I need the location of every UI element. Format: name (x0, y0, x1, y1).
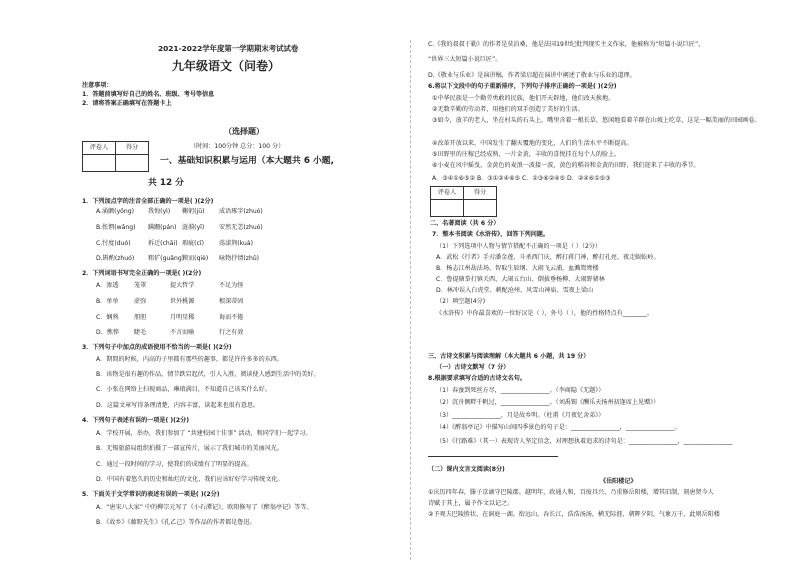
section-1-heading: 一、基础知识积累与运用（本大题共 6 小题, (160, 156, 334, 166)
q2-a-4: 不足为怪 (219, 282, 244, 289)
q8-2: （2）沉舟侧畔千帆过，________________。（刘禹锡《酬乐天扬州初逢席上见赠》） (436, 399, 660, 406)
q4-c: C．通过一段时间的学习，使我们的成绩有了明显的提高。 (96, 461, 253, 468)
question-4: 4．下列句子表述有误的一项是( )(2分) (82, 417, 190, 424)
notice-line-1: 1．答题前填写好自己的姓名、班级、考号等信息 (82, 91, 215, 98)
q3-b: B．该物是很有趣的作品，情节跌宕起伏，引人入胜，阅读使人感到生活中的美好。 (96, 371, 320, 378)
question-3: 3．下列句子中加点的成语使用不恰当的一项是( )(2分) (82, 344, 232, 351)
score-label-grader: 评卷人 (82, 141, 116, 155)
question-6: 6.将以下文段中的句子重新排序，下列句子排序正确的一项是( )(2分) (428, 83, 617, 90)
score-blank-grader-2[interactable] (430, 199, 464, 217)
q1-a-2: 我悔(yì) (148, 208, 171, 215)
q1-c-1: C.忖度(duó) (96, 240, 131, 247)
q1-d-1: D.斟酌(zhuó) (96, 255, 135, 262)
q2-c-4: 诲而不倦 (219, 314, 244, 321)
score-label-grader-2: 评卷人 (430, 186, 464, 200)
score-blank-grader[interactable] (82, 154, 116, 172)
question-7: 7．整本书阅读《水浒传》，回答下列问题。 (432, 231, 549, 238)
answer-line[interactable] (428, 456, 558, 457)
q4-b: B．无锡旅游局组织拍摄了一部宣传片，展示了我们城市的美丽风光。 (96, 445, 283, 452)
section-2-heading: 二、名著阅读（共 6 分） (430, 220, 500, 227)
notice-title: 注意事项： (82, 82, 113, 89)
q7-fill-blank: 《水浒传》中你最喜欢的一位好汉是（ ），外号（ ），他的性格特点有________。 (436, 310, 654, 317)
q7-b: B．杨志江州劫法场、智取生辰纲、大闹飞云浦，血溅鸳鸯楼 (436, 265, 599, 272)
q7-c: C．鲁提辖拳打镇关西、大闹五台山、倒拔垂杨柳、大闹野猪林 (436, 276, 605, 283)
q8-3: （3）________________，月是故乡明。（杜甫《月夜忆舍弟》） (436, 412, 605, 419)
q1-b-1: B.怅惘(wǎng) (96, 224, 136, 231)
q6-sentence-4: ④改革开放以来，中国发生了翻天覆地的变化，人们的生活水平不断提高。 (432, 140, 633, 147)
question-1: 1．下列加点字的注音全部正确的一项是( )(2分) (82, 198, 214, 205)
q6-sentence-1: ①中华民族是一个勤劳勇敢的民族，他们开天辟地，他们改天换地。 (432, 95, 615, 102)
section-3-heading: 三、古诗文积累与阅读理解（本大题共 6 小题，共 19 分） (428, 353, 590, 360)
q4-d: D．中国有着悠久的历史和灿烂的文化，我们应该好好学习传统文化。 (96, 476, 284, 483)
q6-sentence-3: ③如今，放羊的老人，坐在村头的石头上，嘴里含着一根长草，悠闲地看着羊群在山坡上吃草，这是一幅美丽的田园画卷。 (432, 117, 761, 124)
section-1-heading-cont: 共 12 分 (148, 178, 184, 188)
q8-4: （4）《醉翁亭记》中描写山间四季景色的句子是：________________，________________。 (436, 424, 681, 431)
score-blank-score-2[interactable] (463, 199, 497, 217)
q3-c: C．小张在网络上扫视商品，琳琅满目，不知道自己该买什么好。 (96, 386, 271, 393)
exam-title: 2021-2022学年度第一学期期末考试试卷 (158, 44, 299, 53)
question-7-1: （1）下列选项中人物与情节搭配不正确的一项是（ ）（2分） (436, 243, 602, 250)
q2-a-2: 笼罩 (134, 282, 147, 289)
q7-a: A．武松《行者》手刃潘金莲、斗杀西门庆，醉打蒋门神，醉打孔亮、夜走蜈蚣岭。 (436, 254, 660, 261)
q5-c: C.《我的叔叔于勒》的作者是莫泊桑，他是法国19世纪批判现实主义作家，他被称为“短篇小说巨匠”， (428, 41, 705, 48)
q7-d: D．林冲误入白虎堂、刺配沧州、风雪山神庙、雪夜上梁山 (436, 287, 594, 294)
q8-1: （1）春蚕到死丝方尽，________________。（李商隐《无题》） (436, 387, 605, 394)
notice-line-2: 2．请将答案正确填写在答题卡上 (82, 100, 172, 107)
q1-b-4: 安然无恙(zhuó) (219, 224, 263, 231)
q5-a: A．“唐宋八大家” 中的柳宗元写了《小石潭记》，欧阳修写了《醉翁亭记》等等。 (96, 504, 313, 511)
passage-para-1-cont: 诗赋于其上，属予作文以记之。 (428, 500, 514, 507)
q2-b-3: 世外桃源 (170, 298, 195, 305)
q1-c-4: 荡漾荆(kuà) (219, 240, 253, 247)
q3-a: A．期間的时候，内高的子里都有那些的趣事，都是许许多多的东西。 (96, 356, 283, 363)
q2-a-1: A．渗透 (96, 282, 119, 289)
q1-d-2: 粗犷(guǎng) (148, 255, 185, 262)
q6-sentence-2: ②无数辛勤的劳动者，用他们的双手创造了美好的生活。 (432, 106, 584, 113)
q5-c-cont: “世界三大短篇小说巨匠”。 (428, 56, 502, 63)
q2-d-1: D．憔悴 (96, 329, 119, 336)
q8-5: （5）《行路难》（其一）表现诗人坚定信念，对理想执着追求的诗句是：________________，________________ (436, 438, 733, 445)
passage-para-2: ②予观夫巴陵胜状，在洞庭一湖。衔远山，吞长江，浩浩汤汤，横无际涯，朝晖夕阴，气象万千，此则岳阳楼 (428, 511, 720, 518)
q6-sentence-5: ⑤田野里的庄稼已经成熟，一片金黄，丰收的喜悦挂在每个人的脸上。 (432, 151, 621, 158)
column-divider (410, 40, 412, 560)
score-label-score-2: 得分 (463, 186, 497, 200)
q4-a: A．学校开展，举办，我们参加了 “共建校园十佳事” 活动，和同学们一起学习。 (96, 430, 312, 437)
q2-d-3: 不言而喻 (170, 329, 195, 336)
q1-a-3: 鞠躬(jū) (182, 208, 205, 215)
question-5: 5．下面关于文学常识的表述有误的一项是( )(2分) (82, 491, 220, 498)
q1-c-2: 拆迁(chāi) (148, 240, 178, 247)
q1-b-3: 涟漪(yī) (182, 224, 205, 231)
q5-b: B．《故乡》《藤野先生》《孔乙己》等作品的作者都是鲁迅。 (96, 519, 256, 526)
choice-part-title: （选择题） (224, 127, 264, 136)
q1-a-1: A.涌颤(yǒng) (96, 208, 135, 215)
q1-d-3: 锲而(qiè) (182, 255, 209, 262)
question-8: 8.根据要求填写合适的古诗文名句。 (428, 375, 526, 382)
q6-sentence-6: ⑥小麦在风中摇曳，金黄色的麦浪一波接一波，黄色的稻谷和金黄的田野，我们迎来了丰收的季节。 (432, 162, 700, 169)
passage-para-1: ①庆历四年春，滕子京谪守巴陵郡。越明年，政通人和，百废具兴，乃重修岳阳楼，增其旧制，刻唐贤今人 (428, 489, 714, 496)
q1-d-4: 咏物抒情(zhǔ) (219, 255, 260, 262)
q2-a-3: 提大哲学 (170, 282, 195, 289)
section-3-sub-1: （一）古诗文默写（7 分） (436, 364, 510, 371)
score-label-score: 得分 (115, 141, 149, 155)
passage-title: 《岳阳楼记》 (600, 478, 637, 485)
q2-c-1: C．娴熟 (96, 314, 119, 321)
subject-title: 九年级语文（问卷） (172, 59, 281, 73)
q6-answer-options: A．③④①⑥⑤② B．③①②④⑥⑤ C．①③⑥②④⑤ D．②④⑥①⑤③ (432, 175, 611, 182)
section-3-sub-2: （二）课内文言文阅读(8分) (428, 466, 505, 473)
q3-d: D．这篇文章写得条理清楚，内容丰富，读起来也很有意思。 (96, 402, 260, 409)
q2-b-1: B．单单 (96, 298, 119, 305)
question-2: 2．下列词语书写完全正确的一项是( )(2分) (82, 270, 202, 277)
q2-b-2: 虚弥 (134, 298, 147, 305)
score-blank-score[interactable] (115, 154, 149, 172)
exam-meta: （时间：100分钟 总分：100 分） (190, 143, 285, 150)
q2-c-2: 朋胆 (134, 314, 147, 321)
q2-d-4: 行之有效 (219, 329, 244, 336)
q2-c-3: 月明星稀 (170, 314, 195, 321)
q2-d-2: 睫毛 (134, 329, 147, 336)
q2-b-4: 根深蒂固 (219, 298, 244, 305)
q1-a-4: 成语琢字(zhuó) (219, 208, 263, 215)
q1-b-2: 蹒跚(pán) (148, 224, 177, 231)
q5-d: D.《敬业与乐业》是演讲稿，作者梁启超在演讲中阐述了敬业与乐业的道理。 (428, 72, 636, 79)
q1-c-3: 瑕疵(cī) (182, 240, 204, 247)
question-7-2: （2）填空题(4分) (436, 298, 486, 305)
